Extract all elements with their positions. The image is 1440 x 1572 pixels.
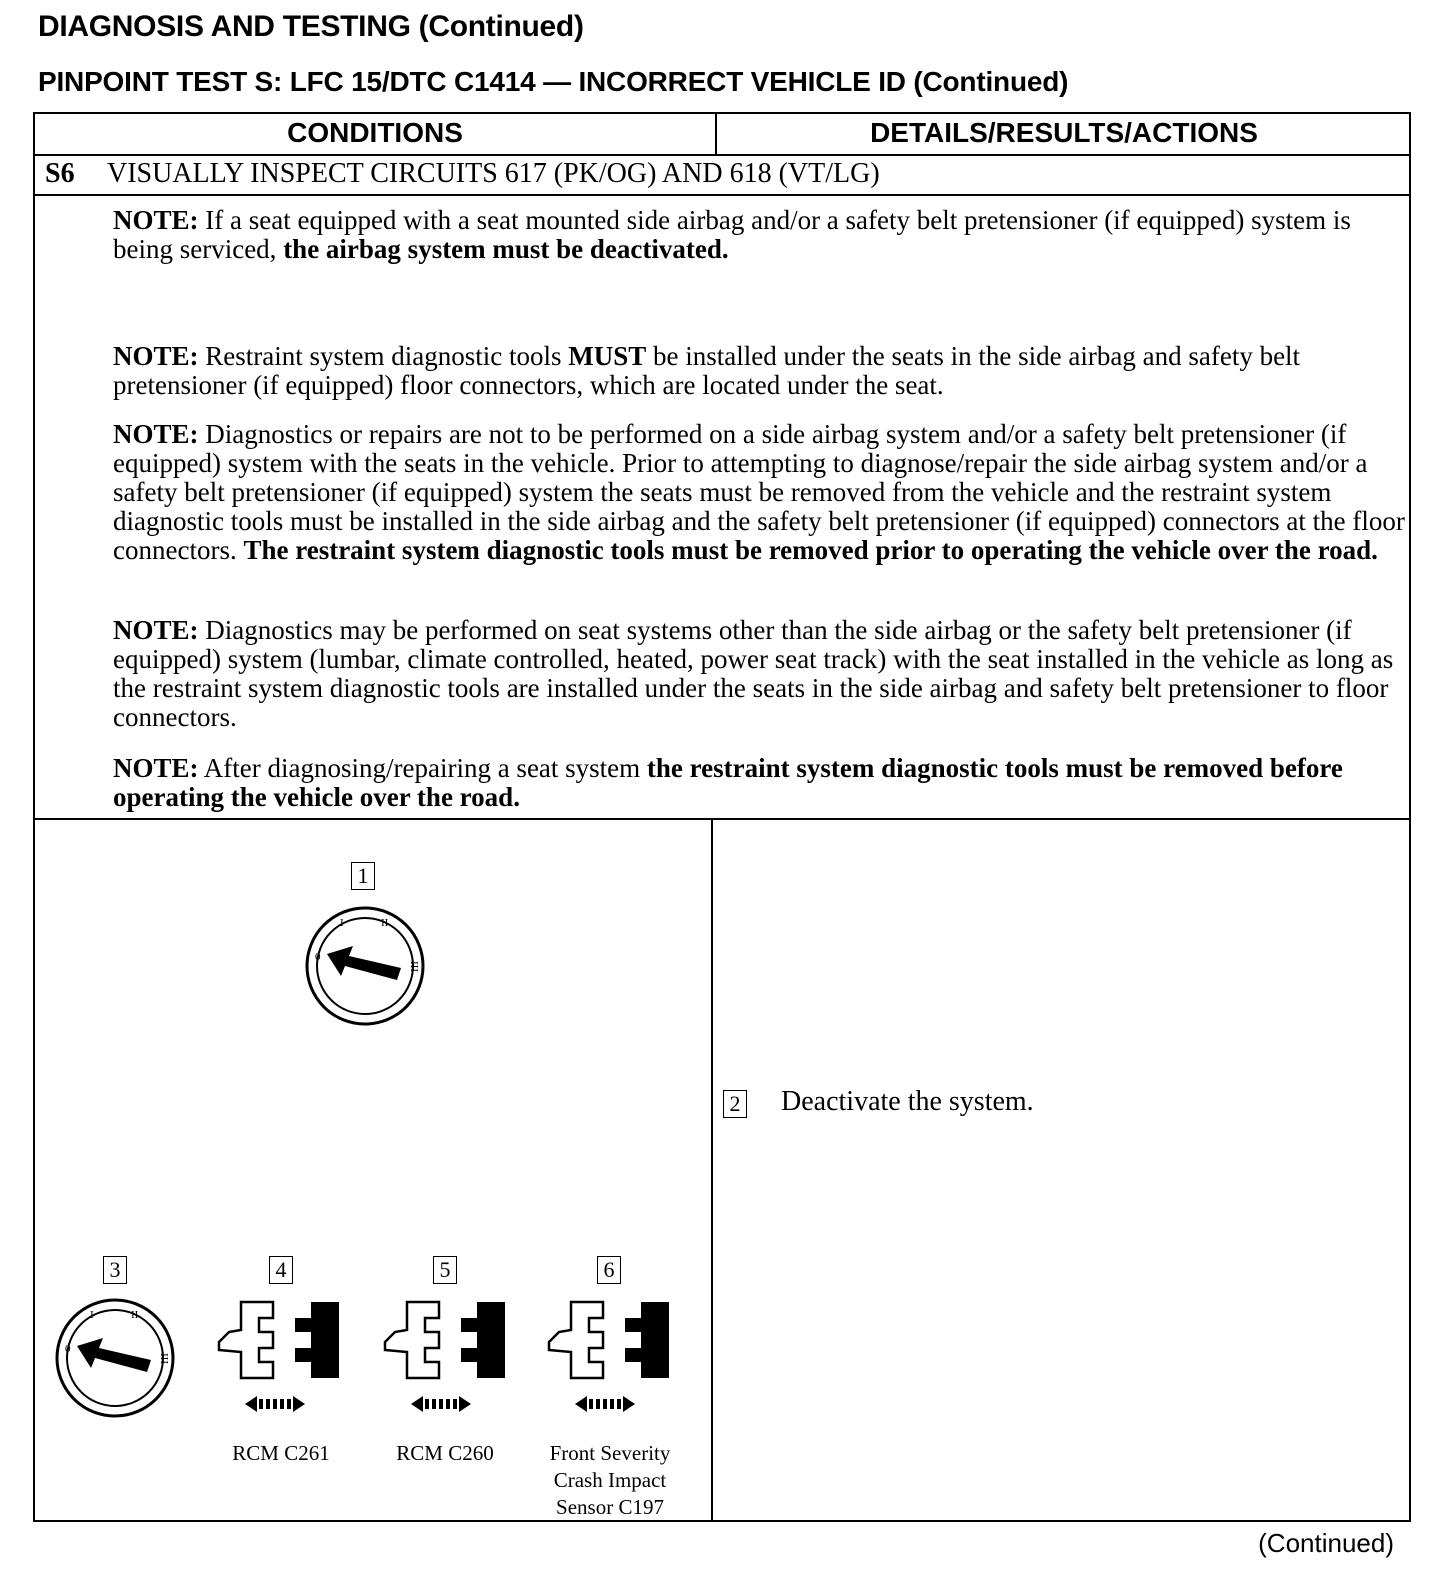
note-text-continued: be installed under the seats in the side airbag and safety belt pretensioner (if equipped) floor connectors, which are located under the seat. [113, 341, 1301, 400]
ignition-mark-iii: III [158, 1353, 170, 1364]
step-rule [35, 194, 1409, 196]
note-other-seat-systems [113, 616, 1408, 732]
notes-rule [35, 818, 1409, 820]
ignition-mark-iii: III [408, 961, 420, 972]
note-label: NOTE: [113, 341, 199, 371]
ignition-mark-ii: II [131, 1309, 139, 1321]
pinpoint-test-title: PINPOINT TEST S: LFC 15/DTC C1414 — INCORRECT VEHICLE ID (Continued) [38, 66, 1069, 97]
connector-disconnect-icon [215, 1296, 345, 1426]
connector-disconnect-icon [381, 1296, 511, 1426]
note-text: If a seat equipped with a seat mounted side airbag and/or a safety belt pretensioner (if equipped) system is being serviced, [113, 205, 1351, 264]
connector-label-line: Sensor C197 [556, 1495, 664, 1519]
callout-4: 4 [269, 1256, 293, 1284]
ignition-mark-0: 0 [315, 951, 321, 963]
ignition-mark-ii: II [381, 917, 389, 929]
note-label: NOTE: [113, 753, 199, 783]
note-text: Diagnostics or repairs are not to be performed on a side airbag system and/or a safety belt pretensioner (if equipped) system with the seats in the vehicle. Prior to attempting to diagnose/repair the side airbag system and/or a safety belt pretensioner (if equipped) system the seats must be removed from the vehicle and the restraint system diagnostic tools must be installed in the side airbag and the safety belt pretensioner (if equipped) connectors at the floor connectors. [113, 419, 1405, 565]
note-remove-tools [113, 754, 1408, 812]
note-text: After diagnosing/repairing a seat system [203, 753, 641, 783]
callout-5: 5 [433, 1256, 457, 1284]
connector-label-rcm-c261: RCM C261 [232, 1441, 330, 1465]
ignition-mark-i: I [340, 917, 344, 929]
ignition-mark-0: 0 [65, 1343, 71, 1355]
note-airbag-deactivation [113, 206, 1408, 264]
note-bold-text: the airbag system must be deactivated. [283, 234, 729, 264]
callout-6: 6 [597, 1256, 621, 1284]
step-row [35, 156, 1409, 194]
note-bold-text: MUST [568, 341, 647, 371]
note-seats-removed [113, 420, 1408, 565]
connector-label-rcm-c260: RCM C260 [396, 1441, 494, 1465]
pinpoint-test-table [33, 112, 1411, 1522]
column-divider [711, 820, 713, 1522]
page-title: DIAGNOSIS AND TESTING (Continued) [38, 10, 584, 43]
note-label: NOTE: [113, 205, 199, 235]
callout-1: 1 [351, 862, 375, 890]
connector-label-line: Crash Impact [553, 1468, 667, 1492]
connector-label-front-severity-sensor [525, 1440, 695, 1521]
note-label: NOTE: [113, 615, 199, 645]
note-text: Restraint system diagnostic tools [205, 341, 562, 371]
connector-disconnect-icon [545, 1296, 675, 1426]
connector-label-line: Front Severity [549, 1441, 671, 1465]
step-title: VISUALLY INSPECT CIRCUITS 617 (PK/OG) AND 618 (VT/LG) [107, 158, 880, 189]
note-bold-text: the restraint system diagnostic tools must be removed before operating the vehicle over the road. [113, 753, 1343, 812]
callout-3: 3 [103, 1256, 127, 1284]
continued-label: (Continued) [1258, 1528, 1394, 1558]
callout-2: 2 [723, 1090, 747, 1118]
ignition-switch-icon [53, 1296, 177, 1420]
conditions-header: CONDITIONS [287, 117, 463, 148]
ignition-mark-i: I [90, 1309, 94, 1321]
note-label: NOTE: [113, 419, 199, 449]
details-results-actions-header: DETAILS/RESULTS/ACTIONS [870, 117, 1258, 148]
note-bold-text: The restraint system diagnostic tools must be removed prior to operating the vehicle over the road. [243, 535, 1378, 565]
ignition-switch-icon [303, 904, 427, 1028]
step-id: S6 [45, 158, 75, 189]
action-deactivate: Deactivate the system. [781, 1086, 1034, 1117]
note-text: Diagnostics may be performed on seat systems other than the side airbag or the safety belt pretensioner (if equipped) system (lumbar, climate controlled, heated, power seat track) with the seat installed in the vehicle as long as the restraint system diagnostic tools are installed under the seats in the side airbag and safety belt pretensioner to floor connectors. [113, 615, 1394, 732]
note-diagnostic-tools [113, 342, 1408, 400]
